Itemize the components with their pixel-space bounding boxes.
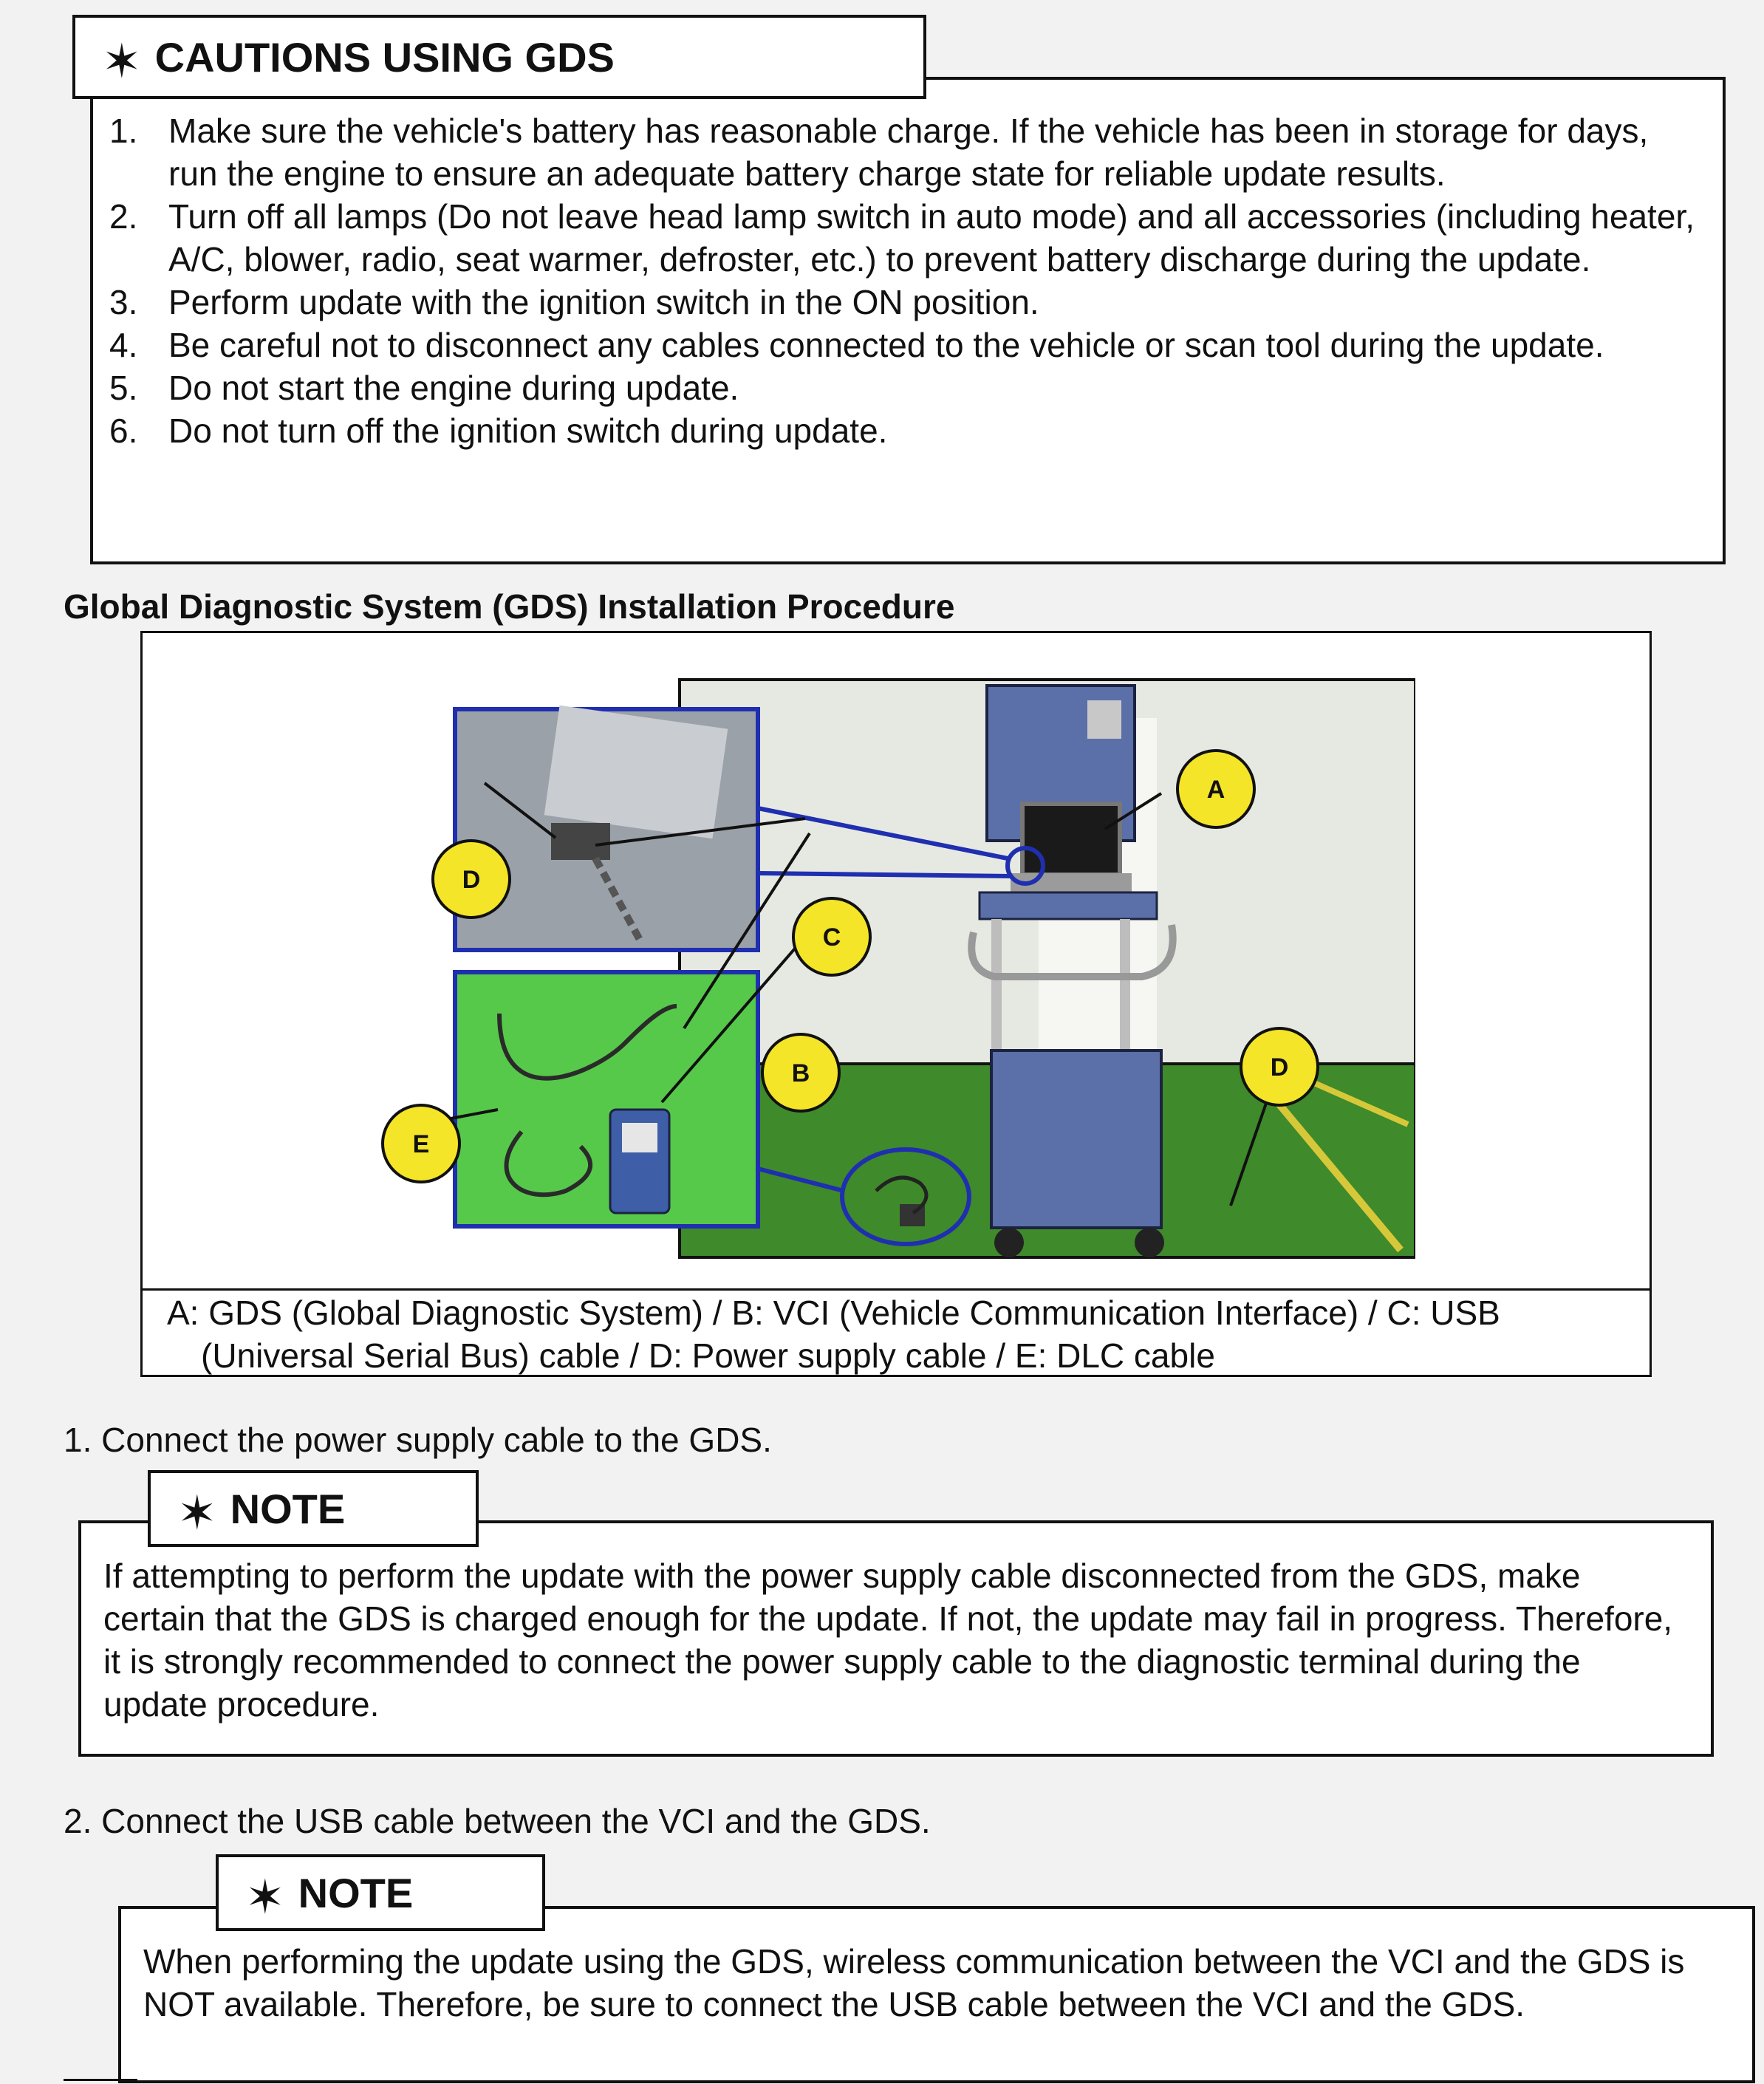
note-1-title: NOTE <box>230 1485 346 1532</box>
caution-item: 5. Do not start the engine during update. <box>109 369 739 407</box>
cautions-title: CAUTIONS USING GDS <box>154 33 615 81</box>
star-icon: ✶ <box>177 1486 217 1540</box>
inset-vci <box>455 972 758 1226</box>
zoom-line <box>758 873 1011 876</box>
cart-wheel <box>1135 1228 1164 1257</box>
label-d: D <box>1270 1053 1289 1082</box>
label-e: E <box>412 1130 430 1158</box>
label-b: B <box>791 1059 810 1087</box>
cautions-tab <box>72 15 926 99</box>
figure-caption-divider <box>140 1288 1652 1291</box>
caution-item: 6. Do not turn off the ignition switch during update. <box>109 411 888 450</box>
note-2-tab <box>216 1854 545 1931</box>
cart-laptop-screen <box>1022 804 1120 875</box>
caution-item: 3. Perform update with the ignition switch in the ON position. <box>109 283 1039 321</box>
note-2-text: When performing the update using the GDS, wireless communication between the VCI and the GDS is NOT available. Therefore, be sure to connect the USB cable between the VCI and the GDS. <box>143 1942 1685 2023</box>
caution-item: 1. Make sure the vehicle's battery has reasonable charge. If the vehicle has been in storage for days, run the engine to ensure an adequate battery charge state for reliable update results. <box>109 112 1649 193</box>
caution-item: 4. Be careful not to disconnect any cables connected to the vehicle or scan tool during the update. <box>109 326 1604 364</box>
inset-vci-screen <box>622 1123 657 1152</box>
cart-shelf <box>980 892 1157 919</box>
cart-sticker <box>1087 700 1121 739</box>
cart-wheel <box>994 1228 1024 1257</box>
figure-caption: A: GDS (Global Diagnostic System) / B: VCI (Vehicle Communication Interface) / C: USB (Universal Serial Bus) cable / D: Power supply cable / E: DLC cable <box>167 1294 1500 1375</box>
step-1-text: 1. Connect the power supply cable to the GDS. <box>64 1421 772 1459</box>
inset-laptop-keyboard <box>544 706 728 839</box>
label-c: C <box>822 923 841 952</box>
note-1-tab <box>148 1470 479 1547</box>
cart-lower-cabinet <box>991 1050 1161 1228</box>
note-2-title: NOTE <box>298 1869 414 1916</box>
star-icon: ✶ <box>102 35 142 88</box>
inset-laptop-port <box>551 823 610 860</box>
label-a: A <box>1206 776 1225 804</box>
step-2-text: 2. Connect the USB cable between the VCI and the GDS. <box>64 1802 931 1840</box>
label-d-inset: D <box>462 866 481 894</box>
caution-item: 2. Turn off all lamps (Do not leave head lamp switch in auto mode) and all accessories (including heater, A/C, blower, radio, seat warmer, defroster, etc.) to prevent battery discharge during the update. <box>109 197 1695 279</box>
note-1-text: If attempting to perform the update with the power supply cable disconnected from the GDS, make certain that the GDS is charged enough for the update. If not, the update may fail in progress. Therefore, it is strongly recommended to connect the power supply cable to the diagnostic terminal during the update procedure. <box>103 1557 1673 1723</box>
star-icon: ✶ <box>245 1871 285 1924</box>
page-bottom-rule <box>64 2079 137 2081</box>
cautions-list <box>109 109 1698 452</box>
gds-setup-photo <box>374 659 1415 1265</box>
installation-heading: Global Diagnostic System (GDS) Installation Procedure <box>64 587 955 626</box>
